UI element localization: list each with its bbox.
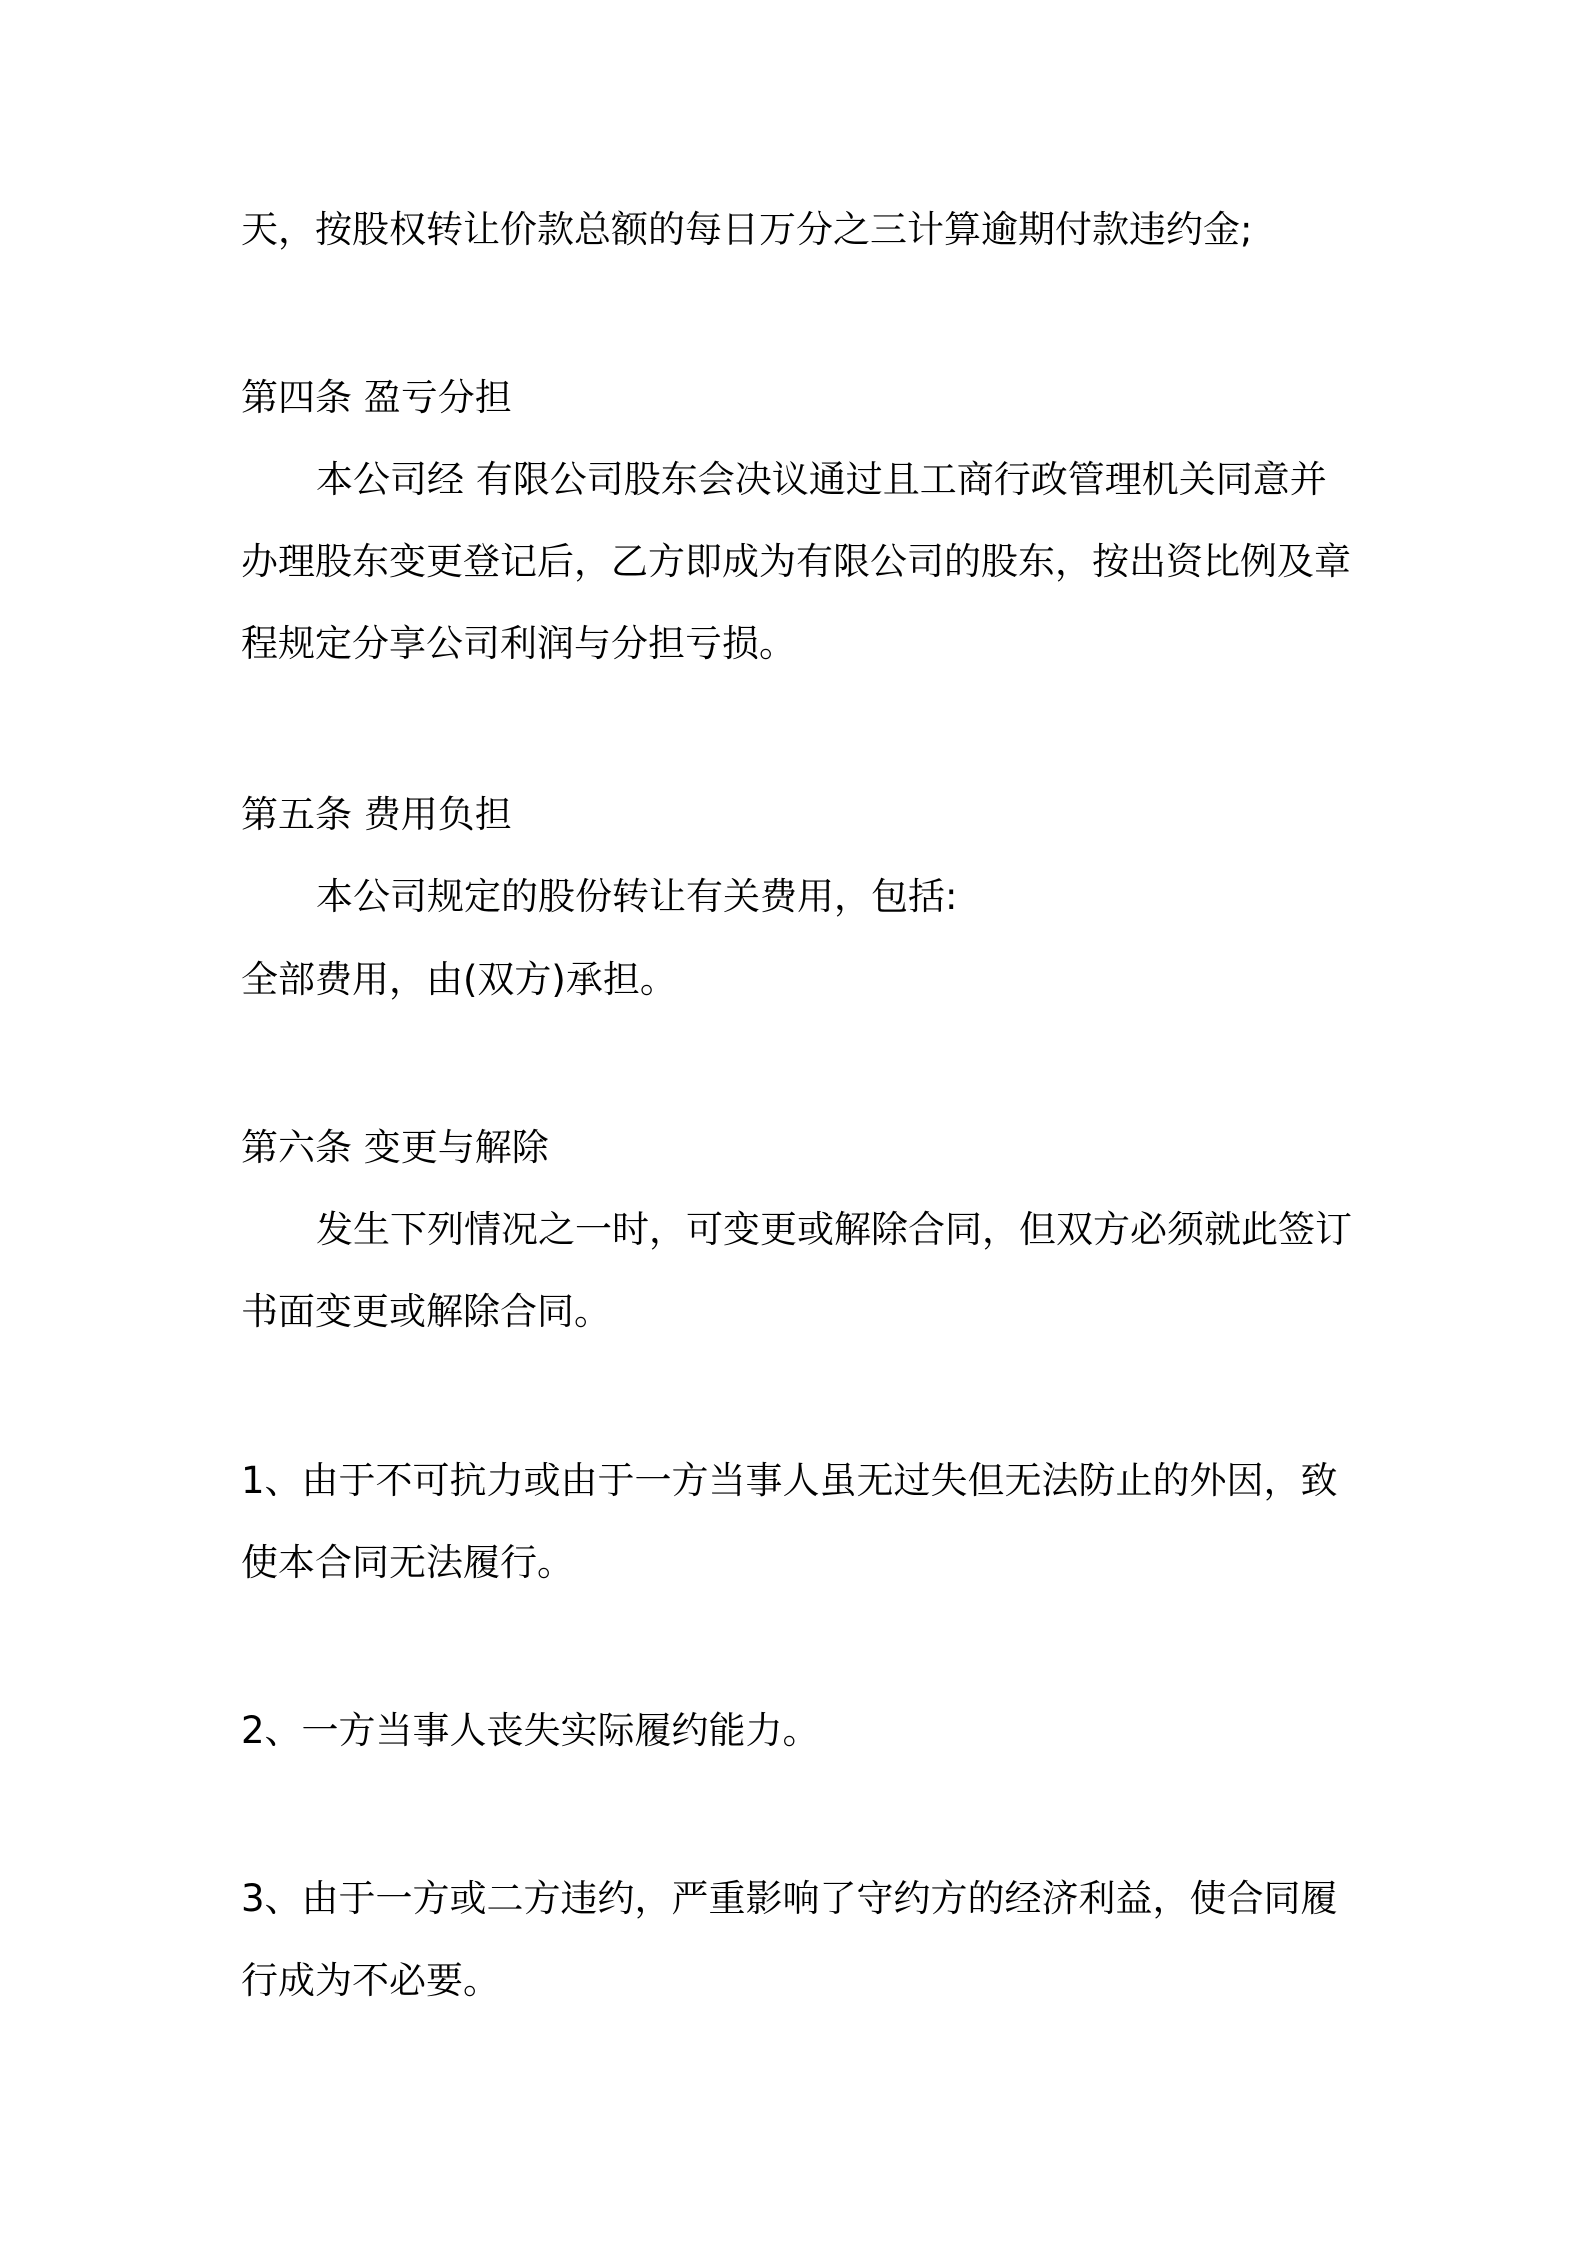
article-4-paragraph-line-2: 办理股东变更登记后，乙方即成为有限公司的股东，按出资比例及章 [241,540,1351,583]
article-4-heading: 第四条 盈亏分担 [241,376,512,419]
article-5-heading: 第五条 费用负担 [241,793,512,836]
condition-3-line-2: 行成为不必要。 [241,1959,500,2002]
article-4-paragraph-line-1: 本公司经 有限公司股东会决议通过且工商行政管理机关同意并 [316,458,1327,501]
article-5-paragraph-line-2: 全部费用，由(双方)承担。 [241,958,677,1001]
condition-1-line-2: 使本合同无法履行。 [241,1541,574,1584]
article-5-paragraph-line-1: 本公司规定的股份转让有关费用，包括: [316,875,958,918]
article-6-heading: 第六条 变更与解除 [241,1126,549,1169]
penalty-clause-line: 天，按股权转让价款总额的每日万分之三计算逾期付款违约金; [241,208,1253,251]
article-6-paragraph-line-1: 发生下列情况之一时，可变更或解除合同，但双方必须就此签订 [316,1208,1352,1251]
condition-1-line-1: 1、由于不可抗力或由于一方当事人虽无过失但无法防止的外因，致 [241,1459,1338,1502]
article-4-paragraph-line-3: 程规定分享公司利润与分担亏损。 [241,622,796,665]
condition-3-line-1: 3、由于一方或二方违约，严重影响了守约方的经济利益，使合同履 [241,1877,1338,1920]
article-6-paragraph-line-2: 书面变更或解除合同。 [241,1290,611,1333]
condition-2: 2、一方当事人丧失实际履约能力。 [241,1709,820,1752]
